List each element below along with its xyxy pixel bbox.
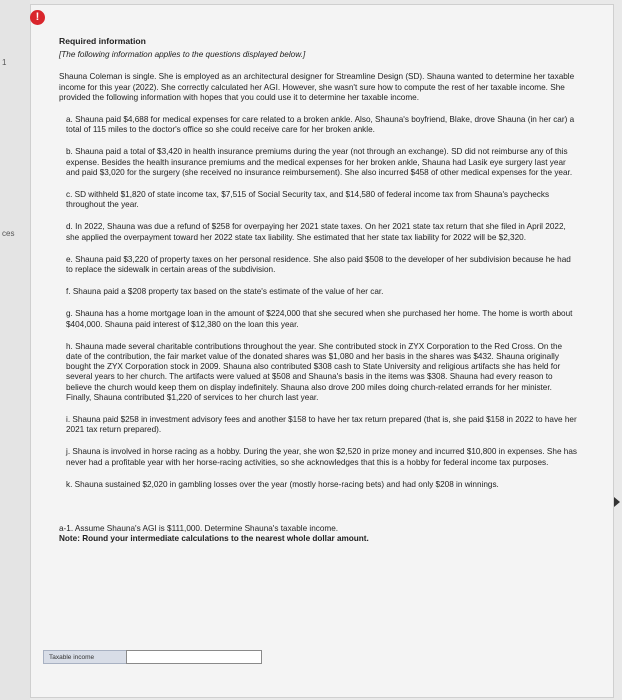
strip-mark-mid: ces [2, 229, 15, 238]
list-item-b: b. Shauna paid a total of $3,420 in health insurance premiums during the year (not through an exchange). SD did not reimburse any of this expense. Besides the health insurance premiums and the medical expenses for her broken ankle, Shauna had Lasik eye surgery last year and paid $3,020 for the surgery (she received no insurance reimbursement). She also incurred $458 of other medical expenses for the year. [66, 147, 573, 177]
question-block [59, 524, 579, 544]
list-item-g: g. Shauna has a home mortgage loan in the amount of $224,000 that she secured when she purchased her home. The home is worth about $404,000. Shauna paid interest of $12,380 on the loan this year. [66, 309, 573, 329]
required-information-heading: Required information [59, 36, 146, 46]
taxable-income-input[interactable] [126, 650, 262, 664]
question-text: a-1. Assume Shauna's AGI is $111,000. Determine Shauna's taxable income. [59, 524, 339, 534]
answer-table [43, 650, 262, 664]
list-item-d: d. In 2022, Shauna was due a refund of $258 for overpaying her 2021 state taxes. On her 2021 state tax return that she filed in April 2022, she applied the overpayment toward her 2022 state tax liability. She estimated that her state tax liability for 2022 will be $2,320. [66, 222, 566, 242]
information-list [59, 115, 579, 490]
intro-paragraph: Shauna Coleman is single. She is employed as an architectural designer for Streamline Design (SD). Shauna wanted to determine her taxable income for this year (2022). She correctly calculated her AGI. However, she wasn't sure how to compute the rest of her taxable income. She provided the following information with hopes that you could use it to determine her taxable income. [59, 72, 575, 102]
following-information-note: [The following information applies to the questions displayed below.] [59, 50, 306, 60]
next-arrow-icon[interactable] [614, 497, 620, 507]
taxable-income-label: Taxable income [43, 650, 127, 664]
alert-icon[interactable]: ! [30, 10, 45, 25]
rounding-note: Note: Round your intermediate calculations to the nearest whole dollar amount. [59, 534, 369, 544]
list-item-k: k. Shauna sustained $2,020 in gambling losses over the year (mostly horse-racing bets) and had only $208 in winnings. [66, 479, 499, 489]
list-item-e: e. Shauna paid $3,220 of property taxes on her personal residence. She also paid $508 to the developer of her subdivision because he had to replace the sidewalk in certain areas of the subdivision. [66, 254, 571, 275]
list-item-j: j. Shauna is involved in horse racing as a hobby. During the year, she won $2,520 in prize money and incurred $10,800 in expenses. She has never had a profitable year with her horse-racing activities, so she acknowledges that this is a hobby for federal income tax purposes. [66, 447, 577, 467]
strip-mark-top: 1 [2, 58, 7, 67]
list-item-c: c. SD withheld $1,820 of state income tax, $7,515 of Social Security tax, and $14,580 of federal income tax from Shauna's paychecks throughout the year. [66, 190, 550, 210]
left-side-strip [0, 0, 30, 700]
list-item-a: a. Shauna paid $4,688 for medical expenses for care related to a broken ankle. Also, Shauna's boyfriend, Blake, drove Shauna (in her car) a total of 115 miles to the doctor's office so she could receive care for her broken ankle. [66, 115, 575, 135]
list-item-h: h. Shauna made several charitable contributions throughout the year. She contributed stock in ZYX Corporation to the Red Cross. On the date of the contribution, the fair market value of the donated shares was $1,080 and her basis in the shares was $432. Shauna originally bought the ZYX Corporation stock in 2009. Shauna also contributed $308 cash to State University and religious artifacts she has held for several years to her church. The artifacts were valued at $508 and Shauna's basis in the items was $308. Shauna had every reason to believe the church would keep them on display indefinitely. Shauna also drove 200 miles doing church-related errands for her minister. Finally, Shauna contributed $1,220 of services to her church last year. [66, 341, 563, 402]
list-item-i: i. Shauna paid $258 in investment advisory fees and another $158 to have her tax return prepared (that is, she paid $158 in 2022 to have her 2021 tax return prepared). [66, 415, 577, 435]
required-information-content [59, 36, 579, 545]
list-item-f: f. Shauna paid a $208 property tax based on the state's estimate of the value of her car. [66, 287, 384, 297]
